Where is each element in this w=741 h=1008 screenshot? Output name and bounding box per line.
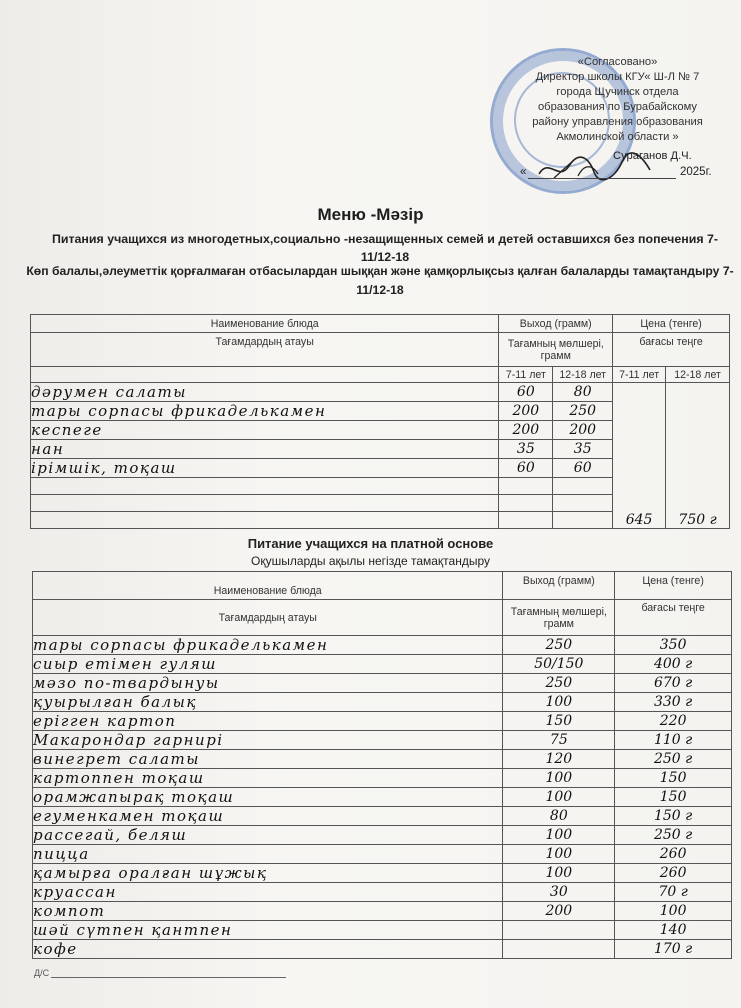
menu-table-free (30, 314, 730, 529)
dish-cell: орамжапырақ тоқаш (33, 788, 503, 807)
price-cell: 150 г (615, 807, 732, 826)
dish-cell: ірімшік, тоқаш (31, 459, 499, 478)
dish-cell: тары сорпасы фрикаделькамен (33, 636, 503, 655)
col-header-dish-ru: Наименование блюда (31, 315, 499, 333)
output-cell: 35 (499, 440, 553, 459)
col-header-output-ru: Выход (грамм) (503, 572, 615, 600)
dish-cell: винегрет салаты (33, 750, 503, 769)
dish-cell (31, 478, 499, 495)
approval-block (500, 55, 735, 145)
approver-name: Сураганов Д.Ч. (613, 150, 692, 162)
dish-cell: сиыр етімен гуляш (33, 655, 503, 674)
col-header-price-kz: бағасы теңге (615, 600, 732, 636)
dish-cell: компот (33, 902, 503, 921)
price-cell: 670 г (615, 674, 732, 693)
handwritten-signature (534, 152, 654, 186)
dish-cell: пицца (33, 845, 503, 864)
output-cell: 80 (503, 807, 615, 826)
price-cell: 250 г (615, 826, 732, 845)
output-cell: 30 (503, 883, 615, 902)
output-cell: 150 (503, 712, 615, 731)
price-cell: 170 г (615, 940, 732, 959)
output-cell: 250 (503, 674, 615, 693)
price-cell: 260 (615, 864, 732, 883)
total-price-cell: 750 г (666, 383, 730, 529)
approval-line: города Щучинск отдела (556, 86, 679, 98)
empty-cell (31, 367, 499, 383)
output-cell: 60 (553, 459, 613, 478)
output-cell: 100 (503, 864, 615, 883)
approval-line: «Согласовано» (577, 56, 658, 68)
dish-cell: мәзо по-твардынуы (33, 674, 503, 693)
output-cell: 60 (499, 459, 553, 478)
col-header-dish-kz: Тағамдардың атауы (33, 600, 503, 636)
col-header-price-ru: Цена (тенге) (613, 315, 730, 333)
price-cell: 350 (615, 636, 732, 655)
output-cell: 200 (553, 421, 613, 440)
footer-note (34, 968, 286, 978)
dish-cell: дәрумен салаты (31, 383, 499, 402)
age-header: 12-18 лет (666, 367, 730, 383)
page-title: Меню -Мәзір (317, 205, 424, 224)
approval-line: образования по Бурабайскому (537, 101, 698, 113)
dish-cell: кофе (33, 940, 503, 959)
dish-cell: Макарондар гарнирі (33, 731, 503, 750)
col-header-dish-ru: Наименование блюда (33, 572, 503, 600)
output-cell: 200 (499, 402, 553, 421)
output-cell: 100 (503, 769, 615, 788)
price-cell: 400 г (615, 655, 732, 674)
approval-line: Акмолинской области » (556, 131, 679, 143)
approval-year: 2025г. (680, 166, 712, 178)
dish-cell (31, 512, 499, 529)
price-cell: 150 (615, 788, 732, 807)
dish-cell: қамырға оралған шұжық (33, 864, 503, 883)
output-cell (503, 940, 615, 959)
dish-cell: қуырылған балық (33, 693, 503, 712)
output-cell: 80 (553, 383, 613, 402)
output-cell: 100 (503, 693, 615, 712)
dish-cell: круассан (33, 883, 503, 902)
price-cell: 110 г (615, 731, 732, 750)
output-cell: 75 (503, 731, 615, 750)
price-cell: 100 (615, 902, 732, 921)
output-cell: 100 (503, 788, 615, 807)
date-quote: « (520, 166, 527, 178)
subtitle-kz: Көп балалы,әлеуметтік қорғалмаған отбасылардан шыққан және қамқорлықсыз қалған балаларды тамақтандыру 7-11/12-18 (26, 264, 734, 297)
footer-underline (51, 977, 286, 978)
menu-table-paid (32, 571, 732, 959)
output-cell (503, 921, 615, 940)
output-cell (499, 478, 553, 495)
col-header-output-kz: Тағамның мөлшері, грамм (503, 600, 615, 636)
section2-title-kz: Оқушыларды ақылы негізде тамақтандыру (250, 554, 490, 568)
output-cell: 200 (503, 902, 615, 921)
dish-cell: егуменкамен тоқаш (33, 807, 503, 826)
dish-cell: тары сорпасы фрикаделькамен (31, 402, 499, 421)
dish-cell (31, 495, 499, 512)
dish-cell: нан (31, 440, 499, 459)
price-cell: 70 г (615, 883, 732, 902)
dish-cell: рассегай, беляш (33, 826, 503, 845)
age-header: 7-11 лет (499, 367, 553, 383)
output-cell: 100 (503, 826, 615, 845)
price-cell: 330 г (615, 693, 732, 712)
dish-cell: картоппен тоқаш (33, 769, 503, 788)
output-cell: 35 (553, 440, 613, 459)
price-cell: 250 г (615, 750, 732, 769)
dish-cell: кеспеге (31, 421, 499, 440)
price-cell: 140 (615, 921, 732, 940)
output-cell: 50/150 (503, 655, 615, 674)
approval-line: Директор школы КГУ« Ш-Л № 7 (535, 71, 700, 83)
output-cell (499, 512, 553, 529)
section2-title: Питание учащихся на платной основе (247, 536, 494, 551)
subtitle-ru: Питания учащихся из многодетных,социально -незащищенных семей и детей оставшихся без попечения 7-11/12-18 (51, 232, 719, 264)
date-underline (528, 178, 676, 179)
output-cell: 200 (499, 421, 553, 440)
col-header-price-ru: Цена (тенге) (615, 572, 732, 600)
output-cell: 250 (503, 636, 615, 655)
age-header: 12-18 лет (553, 367, 613, 383)
total-price-cell: 645 (613, 383, 666, 529)
output-cell: 120 (503, 750, 615, 769)
col-header-dish-kz: Тағамдардың атауы (31, 333, 499, 367)
col-header-output-ru: Выход (грамм) (499, 315, 613, 333)
output-cell: 100 (503, 845, 615, 864)
output-cell: 60 (499, 383, 553, 402)
dish-cell: шәй сүтпен қантпен (33, 921, 503, 940)
output-cell (553, 512, 613, 529)
price-cell: 150 (615, 769, 732, 788)
col-header-price-kz: бағасы теңге (613, 333, 730, 367)
approval-line: району управления образования (532, 116, 703, 128)
price-cell: 220 (615, 712, 732, 731)
footer-label: Д/С (34, 968, 50, 978)
age-header: 7-11 лет (613, 367, 666, 383)
output-cell: 250 (553, 402, 613, 421)
dish-cell: ерігген картоп (33, 712, 503, 731)
col-header-output-kz: Тағамның мөлшері, грамм (499, 333, 613, 367)
output-cell (499, 495, 553, 512)
output-cell (553, 478, 613, 495)
price-cell: 260 (615, 845, 732, 864)
output-cell (553, 495, 613, 512)
